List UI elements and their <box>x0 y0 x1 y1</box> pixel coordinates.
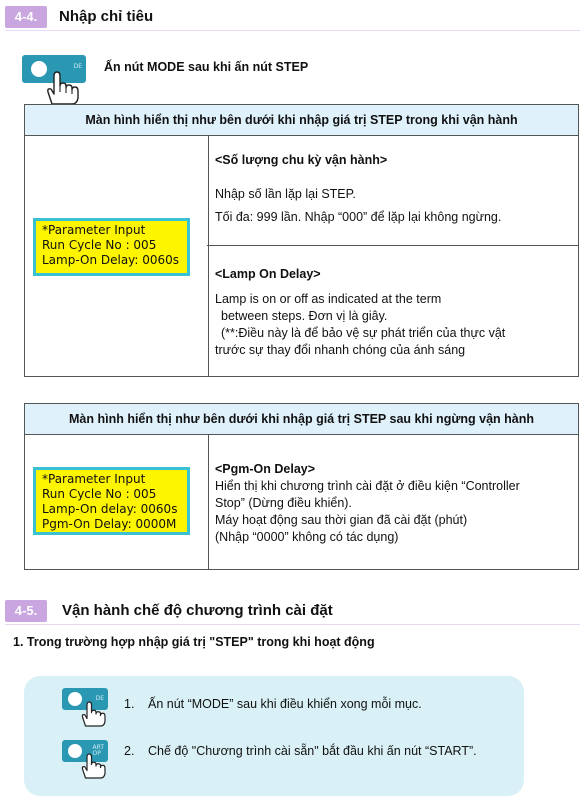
lcd-display-running <box>33 218 190 276</box>
pgm-delay-text <box>215 461 575 546</box>
mode-button-label: DE <box>73 63 82 70</box>
step-2-text: Chế độ "Chương trình cài sẵn" bắt đầu khi ấn nút “START”. <box>148 744 477 758</box>
lamp-delay-text <box>215 266 575 359</box>
pgm-delay-desc-1: Hiển thị khi chương trình cài đặt ở điều kiện “Controller <box>215 479 520 493</box>
section-divider <box>5 30 580 31</box>
section-badge-4-4: 4-4. <box>5 6 47 28</box>
lcd-line: *Parameter Input <box>42 223 146 237</box>
cycle-count-desc-1: Nhập số lần lặp lại STEP. <box>215 187 356 201</box>
step-1-text: Ấn nút “MODE” sau khi điều khiển xong mỗi mục. <box>148 697 422 711</box>
lamp-delay-desc-2: between steps. Đơn vị là giây. <box>221 309 388 323</box>
lamp-delay-desc-4: trước sự thay đổi nhanh chóng của ánh sáng <box>215 343 466 357</box>
stopped-step-table-header: Màn hình hiển thị như bên dưới khi nhập giá trị STEP sau khi ngừng vận hành <box>25 404 579 435</box>
cycle-count-desc-2: Tối đa: 999 lần. Nhập “000” để lặp lại không ngừng. <box>215 210 502 224</box>
pressing-hand-icon <box>78 700 108 728</box>
step-mode-instruction: Ấn nút MODE sau khi ấn nút STEP <box>104 60 309 74</box>
cycle-count-heading: <Số lượng chu kỳ vận hành> <box>215 153 388 167</box>
running-step-table-header: Màn hình hiển thị như bên dưới khi nhập giá trị STEP trong khi vận hành <box>25 105 579 136</box>
lamp-delay-desc-1: Lamp is on or off as indicated at the term <box>215 292 442 306</box>
lcd-display-stopped <box>33 467 190 535</box>
lcd-line: Run Cycle No : 005 <box>42 238 157 252</box>
lcd-line: Pgm-On Delay: 0000M <box>42 517 177 531</box>
lcd-line: Run Cycle No : 005 <box>42 487 157 501</box>
pressing-hand-icon <box>78 752 108 780</box>
step-1-number: 1. <box>124 697 135 711</box>
section-title-4-5: Vận hành chế độ chương trình cài đặt <box>62 602 333 619</box>
lamp-delay-desc-3: (**:Điều này là để bảo vệ sự phát triển của thực vật <box>221 326 506 340</box>
section-title-4-4: Nhập chỉ tiêu <box>59 8 154 25</box>
start-button-label: ART OP <box>92 744 104 757</box>
pgm-delay-heading: <Pgm-On Delay> <box>215 462 316 476</box>
pressing-hand-icon <box>42 70 82 106</box>
pgm-delay-desc-3: Máy hoạt động sau thời gian đã cài đặt (phút) <box>215 513 468 527</box>
lcd-line: Lamp-On delay: 0060s <box>42 502 178 516</box>
section-divider <box>5 624 580 625</box>
pgm-delay-desc-2: Stop” (Dừng điều khiển). <box>215 496 352 510</box>
mode-button-label: DE <box>95 695 104 702</box>
section-badge-4-5: 4-5. <box>5 600 47 622</box>
lcd-line: Lamp-On Delay: 0060s <box>42 253 180 267</box>
lamp-delay-heading: <Lamp On Delay> <box>215 267 321 281</box>
pgm-delay-desc-4: (Nhập “0000” không có tác dụng) <box>215 530 399 544</box>
step-2-number: 2. <box>124 744 135 758</box>
cycle-count-text <box>215 152 575 226</box>
program-mode-subheading: 1. Trong trường hợp nhập giá trị "STEP" trong khi hoạt động <box>13 635 375 649</box>
lcd-line: *Parameter Input <box>42 472 146 486</box>
